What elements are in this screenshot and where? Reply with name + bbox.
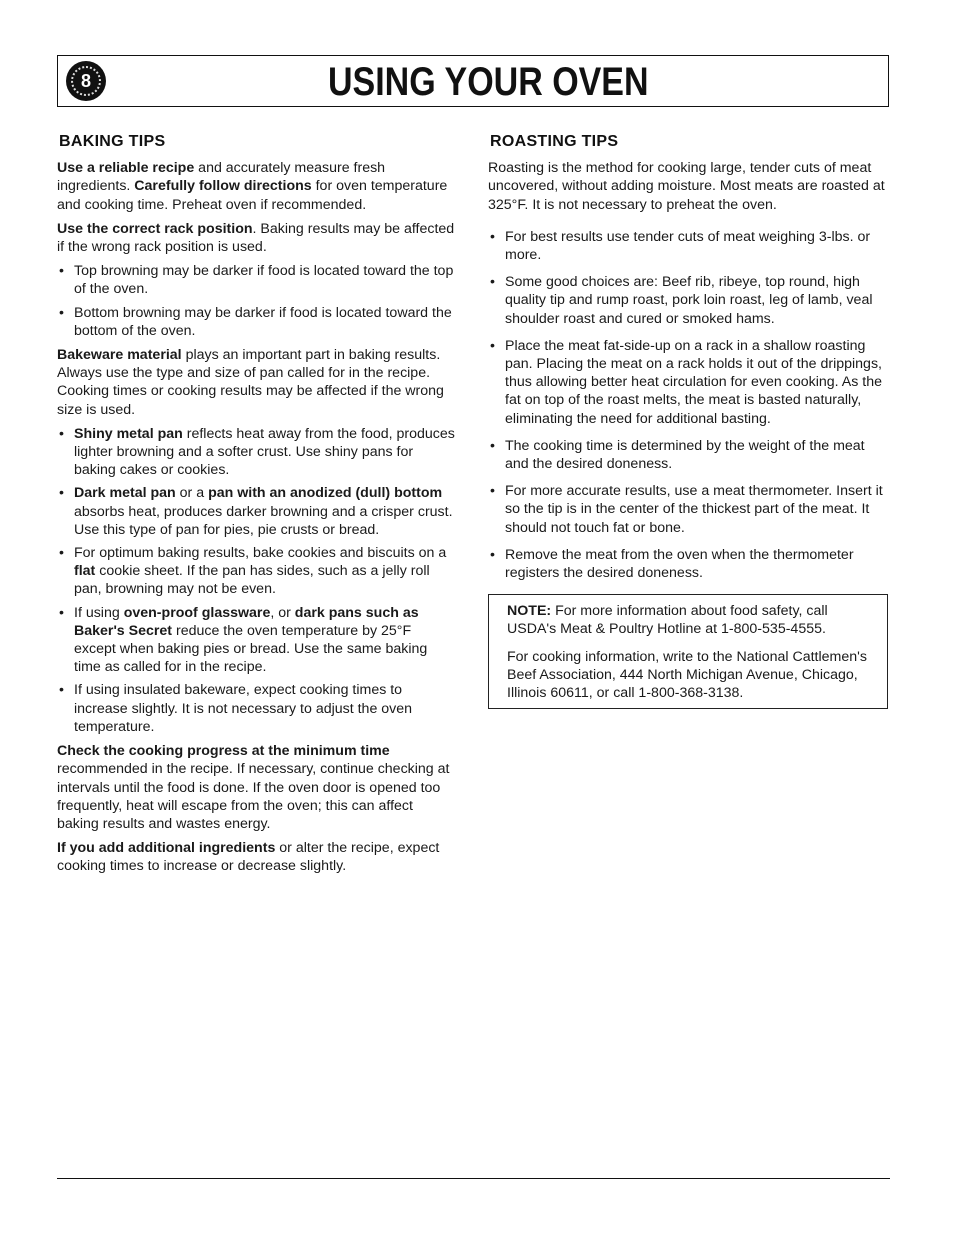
roasting-list xyxy=(488,228,890,582)
list-item: • The cooking time is determined by the weight of the meat and the desired doneness. xyxy=(488,437,890,473)
page-header xyxy=(57,55,889,107)
list-item: • For more accurate results, use a meat thermometer. Insert it so the tip is in the center of the thickest part of the meat. It should not touch fat or bone. xyxy=(488,482,890,537)
list-item: • For optimum baking results, bake cookies and biscuits on a flat cookie sheet. If the pan has sides, such as a jelly roll pan, browning may not be even. xyxy=(57,544,455,599)
list-item: • Dark metal pan or a pan with an anodized (dull) bottom absorbs heat, produces darker browning and a crisper crust. Use this type of pan for pies, pie crusts or bread. xyxy=(57,484,455,539)
cooking-progress-paragraph: Check the cooking progress at the minimum time recommended in the recipe. If necessary, continue checking at intervals until the food is done. If the oven door is opened too frequently, heat will escape from the oven; this can affect baking results and wastes energy. xyxy=(57,743,450,832)
list-item: • Bottom browning may be darker if food is located toward the bottom of the oven. xyxy=(57,304,455,340)
rack-position-paragraph: Use the correct rack position. Baking results may be affected if the wrong rack position is used. xyxy=(57,220,455,256)
section-number: 8 xyxy=(71,66,101,96)
section-number-badge-icon xyxy=(66,61,106,101)
list-item: • For best results use tender cuts of meat weighing 3-lbs. or more. xyxy=(488,228,890,264)
list-item: • If using insulated bakeware, expect cooking times to increase slightly. It is not necessary to adjust the oven temperature. xyxy=(57,681,455,736)
list-item: • If using oven-proof glassware, or dark pans such as Baker's Secret reduce the oven temperature by 25°F except when baking pies or bread. Use the same baking time as called for in the recipe. xyxy=(57,604,455,677)
roasting-tips-heading: ROASTING TIPS xyxy=(490,133,619,150)
list-item: • Shiny metal pan reflects heat away from the food, produces lighter browning and a softer crust. Use shiny pans for baking cakes or cookies. xyxy=(57,425,455,480)
rack-position-list xyxy=(57,262,455,340)
list-item: • Top browning may be darker if food is located toward the top of the oven. xyxy=(57,262,455,298)
additional-ingredients-paragraph: If you add additional ingredients or alter the recipe, expect cooking times to increase or decrease slightly. xyxy=(57,840,440,875)
baking-tips-column xyxy=(57,133,455,882)
page-title: USING YOUR OVEN xyxy=(328,60,649,104)
bakeware-material-paragraph: Bakeware material plays an important part in baking results. Always use the type and size of pan called for in the recipe. Cooking times or cooking results may be affected if the wrong size is used. xyxy=(57,347,444,418)
note-cooking-information: For cooking information, write to the National Cattlemen's Beef Association, 444 North Michigan Avenue, Chicago, Illinois 60611, or call 1-800-368-3138. xyxy=(507,648,867,702)
footer-rule xyxy=(57,1178,890,1179)
list-item: • Place the meat fat-side-up on a rack in a shallow roasting pan. Placing the meat on a rack holds it out of the drippings, thus allowing better heat circulation for even cooking. As the fat on top of the roast melts, the meat is basted naturally, eliminating the need for additional basting. xyxy=(488,337,890,428)
reliable-recipe-paragraph: Use a reliable recipe and accurately measure fresh ingredients. Carefully follow directions for oven temperature and cooking time. Preheat oven if recommended. xyxy=(57,160,448,213)
roasting-tips-column xyxy=(488,133,890,709)
bakeware-list xyxy=(57,425,455,736)
baking-tips-heading: BAKING TIPS xyxy=(59,133,166,150)
note-box xyxy=(488,594,888,709)
list-item: • Some good choices are: Beef rib, ribeye, top round, high quality tip and rump roast, pork loin roast, leg of lamb, veal shoulder roast and cured or smoked hams. xyxy=(488,273,890,328)
list-item: • Remove the meat from the oven when the thermometer registers the desired doneness. xyxy=(488,546,890,582)
note-food-safety: NOTE: For more information about food safety, call USDA's Meat & Poultry Hotline at 1-800-535-4555. xyxy=(507,603,828,638)
roasting-intro-paragraph: Roasting is the method for cooking large, tender cuts of meat uncovered, without adding moisture. Most meats are roasted at 325°F. It is not necessary to preheat the oven. xyxy=(488,160,885,213)
